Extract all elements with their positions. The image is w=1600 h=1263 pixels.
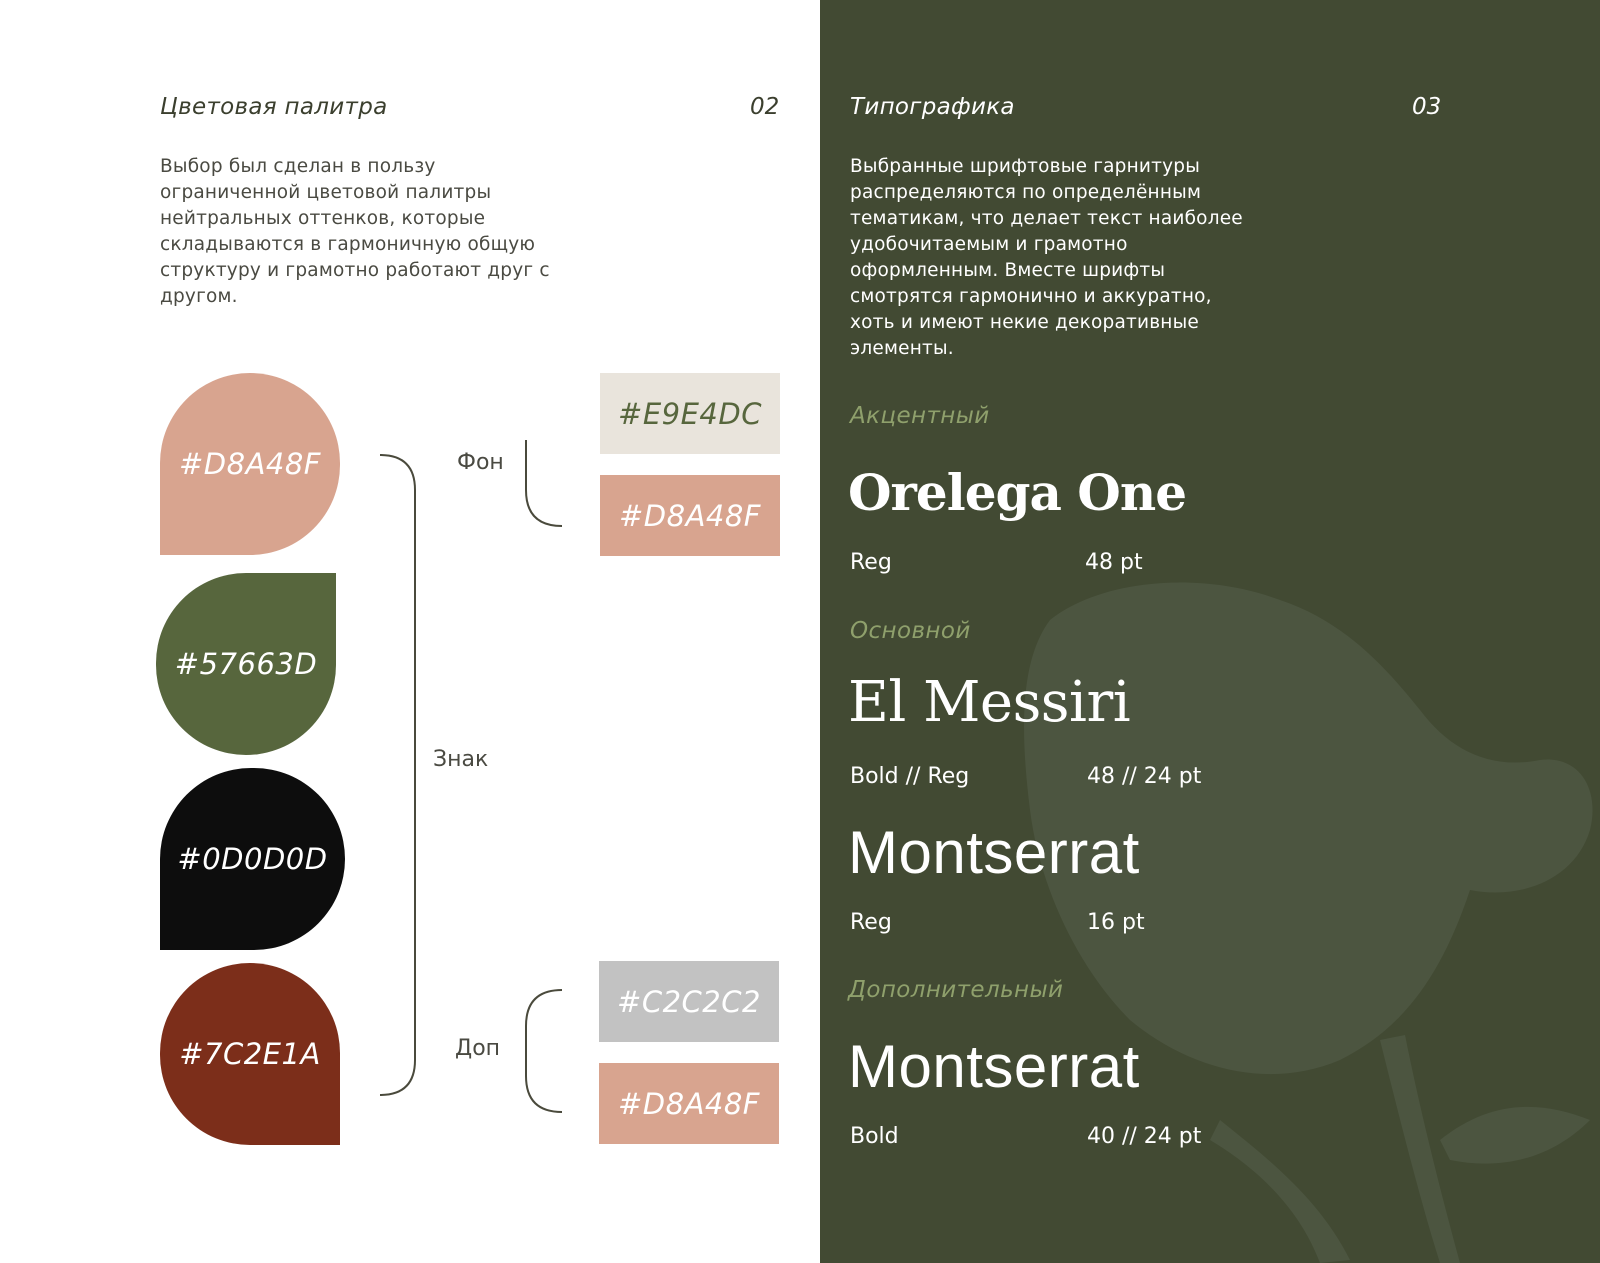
color-drop-0d0d0d [160,768,345,950]
palette-description: Выбор был сделан в пользу ограниченной цветовой палитры нейтральных оттенков, которые складываются в гармоничную общую структуру и грамотно работают друг с другом. [160,156,550,307]
extra-label: Доп [455,1036,501,1061]
background-bracket [526,440,562,526]
main-font-style-1: Bold // Reg [850,764,970,789]
sign-label: Знак [433,747,489,772]
color-hex-label: #D8A48F [178,447,321,481]
color-drop-7c2e1a [160,963,340,1145]
typography-page-number: 03 [1412,94,1442,120]
color-hex-label: #E9E4DC [618,396,762,431]
extra-font-style: Bold [850,1124,899,1149]
accent-font-style: Reg [850,550,892,575]
sign-bracket [380,455,415,1095]
color-hex-label: #7C2E1A [179,1037,321,1071]
extra-bracket [526,990,562,1112]
accent-font-size: 48 pt [1085,550,1143,575]
color-hex-label: #C2C2C2 [617,984,761,1019]
palette-page-number: 02 [750,94,780,120]
accent-font-name: Orelega One [848,463,1186,522]
swatch-d8a48f [600,475,780,556]
color-hex-label: #D8A48F [617,1086,760,1121]
typography-description: Выбранные шрифтовые гарнитуры распределяются по определённым тематикам, что делает текст наиболее удобочитаемым и грамотно оформленным. Вместе шрифты смотрятся гармонично и аккуратно, хоть и имеют некие декоративные элементы. [850,156,1243,359]
typography-title: Типографика [850,94,1015,120]
swatch-d8a48f-extra [599,1063,779,1144]
extra-category: Дополнительный [848,977,1064,1003]
swatch-c2c2c2 [599,961,779,1042]
background-label: Фон [457,450,504,475]
extra-font-size: 40 // 24 pt [1087,1124,1202,1149]
main-font-size-2: 16 pt [1087,910,1145,935]
main-category: Основной [850,618,971,644]
main-font-style-2: Reg [850,910,892,935]
color-hex-label: #D8A48F [618,498,761,533]
color-hex-label: #0D0D0D [177,842,328,876]
swatch-e9e4dc [600,373,780,454]
palette-title: Цветовая палитра [160,94,388,120]
color-hex-label: #57663D [174,647,318,681]
extra-font-name: Montserrat [848,1033,1140,1100]
main-font-name-2: Montserrat [848,819,1140,886]
palette-brackets [370,440,570,1130]
main-font-name-1: El Messiri [848,670,1131,735]
color-drop-57663d [156,573,336,755]
accent-category: Акцентный [850,403,990,429]
main-font-size-1: 48 // 24 pt [1087,764,1202,789]
typography-page [820,0,1600,1263]
color-drop-d8a48f [160,373,340,555]
